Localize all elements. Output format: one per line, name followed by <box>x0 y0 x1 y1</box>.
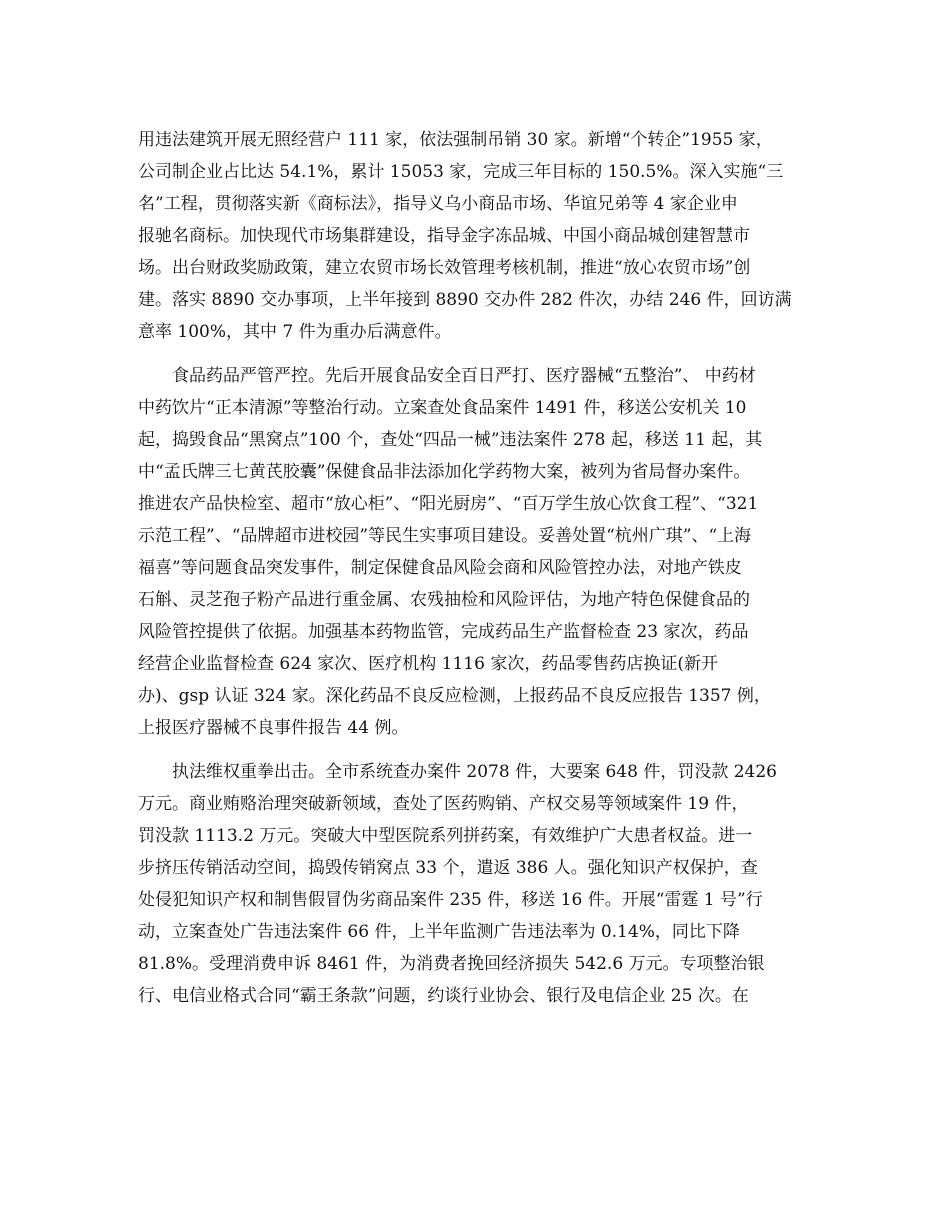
document-body <box>138 124 828 1012</box>
text-line: 食品药品严管严控。先后开展食品安全百日严打、医疗器械“五整治”、 中药材 <box>138 366 756 386</box>
text-line: 81.8%。受理消费申诉 8461 件，为消费者挽回经济损失 542.6 万元。专项整治银 <box>138 954 765 974</box>
text-line: 名”工程，贯彻落实新《商标法》，指导义乌小商品市场、华谊兄弟等 4 家企业申 <box>138 194 738 214</box>
text-line: 中药饮片“正本清源”等整治行动。立案查处食品案件 1491 件，移送公安机关 10 <box>138 398 747 418</box>
paragraph-spacer <box>138 348 828 360</box>
text-line: 动，立案查处广告违法案件 66 件，上半年监测广告违法率为 0.14%，同比下降 <box>138 922 740 942</box>
text-line: 万元。商业贿赂治理突破新领域，查处了医药购销、产权交易等领域案件 19 件， <box>138 794 749 814</box>
text-line: 报驰名商标。加快现代市场集群建设，指导金字冻品城、中国小商品城创建智慧市 <box>138 226 750 246</box>
text-line: 福喜”等问题食品突发事件，制定保健食品风险会商和风险管控办法，对地产铁皮 <box>138 558 742 578</box>
text-line: 罚没款 1113.2 万元。突破大中型医院系列拼药案，有效维护广大患者权益。进一 <box>138 826 753 846</box>
text-line: 用违法建筑开展无照经营户 111 家，依法强制吊销 30 家。新增“个转企”1955 家， <box>138 130 773 150</box>
text-line: 执法维权重拳出击。全市系统查办案件 2078 件，大要案 648 件，罚没款 2426 <box>138 762 777 782</box>
text-line: 步挤压传销活动空间，捣毁传销窝点 33 个，遣返 386 人。强化知识产权保护，查 <box>138 858 758 878</box>
text-line: 中“孟氏牌三七黄芪胶囊”保健食品非法添加化学药物大案，被列为省局督办案件。 <box>138 462 751 482</box>
text-line: 公司制企业占比达 54.1%，累计 15053 家，完成三年目标的 150.5%。深入实施“三 <box>138 162 784 182</box>
text-line: 风险管控提供了依据。加强基本药物监管，完成药品生产监督检查 23 家次，药品 <box>138 622 749 642</box>
text-line: 建。落实 8890 交办事项，上半年接到 8890 交办件 282 件次，办结 246 件，回访满 <box>138 290 792 310</box>
text-line: 推进农产品快检室、超市“放心柜”、“阳光厨房”、“百万学生放心饮食工程”、“321 <box>138 494 759 514</box>
text-line: 石斛、灵芝孢子粉产品进行重金属、农残抽检和风险评估，为地产特色保健食品的 <box>138 590 750 610</box>
paragraph-spacer <box>138 744 828 756</box>
text-line: 经营企业监督检查 624 家次、医疗机构 1116 家次，药品零售药店换证(新开 <box>138 654 718 674</box>
text-line: 上报医疗器械不良事件报告 44 例。 <box>138 718 409 738</box>
paragraph-food-drug-control <box>138 360 828 744</box>
text-line: 意率 100%，其中 7 件为重办后满意件。 <box>138 322 452 342</box>
text-line: 示范工程”、“品牌超市进校园”等民生实事项目建设。妥善处置“杭州广琪”、“上海 <box>138 526 752 546</box>
paragraph-law-enforcement <box>138 756 828 1012</box>
text-line: 处侵犯知识产权和制售假冒伪劣商品案件 235 件，移送 16 件。开展“雷霆 1 号”行 <box>138 890 763 910</box>
text-line: 起，捣毁食品“黑窝点”100 个，查处“四品一械”违法案件 278 起，移送 11 起，其 <box>138 430 763 450</box>
paragraph-market-supervision <box>138 124 828 348</box>
text-line: 办)、gsp 认证 324 家。深化药品不良反应检测，上报药品不良反应报告 1357 例， <box>138 686 771 706</box>
text-line: 场。出台财政奖励政策，建立农贸市场长效管理考核机制，推进“放心农贸市场”创 <box>138 258 751 278</box>
text-line: 行、电信业格式合同“霸王条款”问题，约谈行业协会、银行及电信企业 25 次。在 <box>138 986 749 1006</box>
